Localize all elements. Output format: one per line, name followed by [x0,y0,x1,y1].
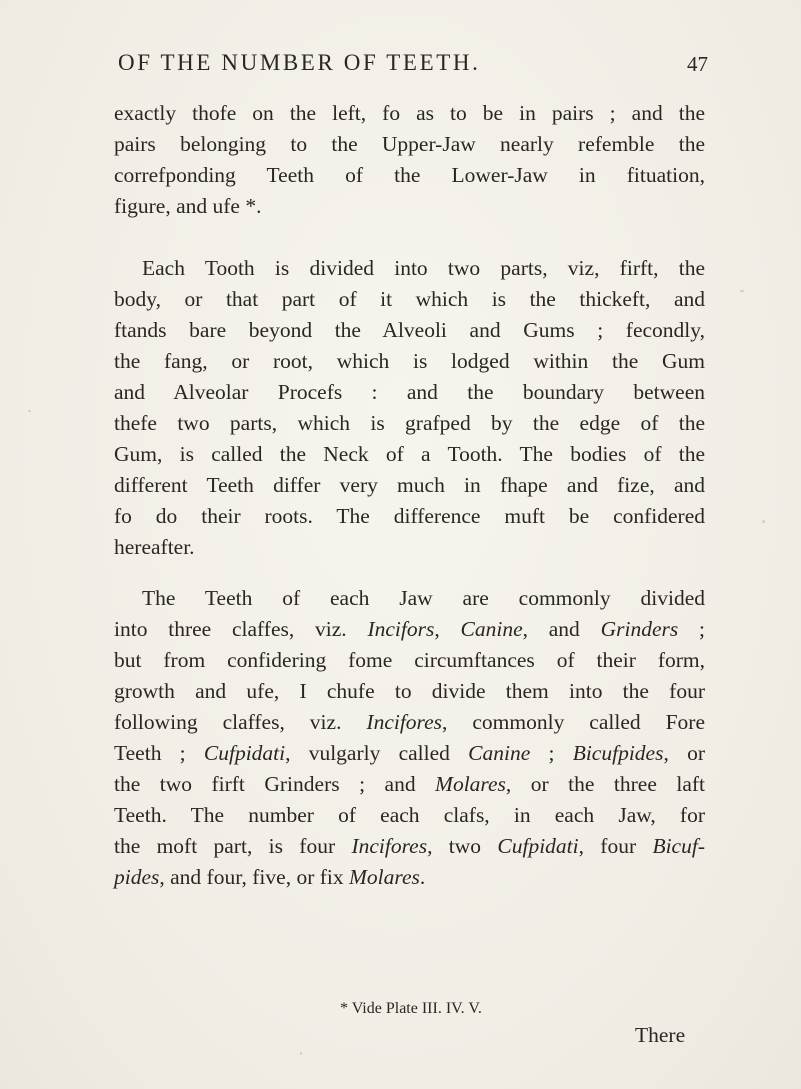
paper-speck [28,410,31,412]
text-line [114,769,705,800]
catchword: There [635,1023,686,1047]
italic-term: pides [114,865,160,889]
text-line [114,707,705,738]
text-run: , vulgarly called [285,741,469,765]
page-number: 47 [687,52,708,76]
paper-speck [300,1052,302,1055]
text-line [114,676,705,707]
paragraph-1 [114,98,705,222]
text-run: , and four, five, or fix [159,865,349,889]
text-run: ; [678,617,706,641]
italic-term: Canine [468,741,531,765]
text-run: but from confidering fome circumftances of their form, [114,648,705,672]
italic-term: Incifores [351,834,428,858]
text-line: pairs belonging to the Upper-Jaw nearly refemble the [114,132,705,156]
text-run: The Teeth of each Jaw are commonly divided [142,586,705,610]
text-line: Each Tooth is divided into two parts, viz, firft, the [142,256,705,280]
text-line: ftands bare beyond the Alveoli and Gums ; fecondly, [114,318,705,342]
text-run: the moft part, is four [114,834,352,858]
italic-term: Molares [435,772,506,796]
text-line: different Teeth differ very much in fhape and fize, and [114,473,705,497]
text-line: Gum, is called the Neck of a Tooth. The bodies of the [114,442,705,466]
italic-term: Bicufpides [572,741,664,765]
text-run: , [434,617,461,641]
paragraph-3 [114,583,705,893]
footnote: * Vide Plate III. IV. V. [340,1000,482,1017]
italic-term: Grinders [600,617,679,641]
text-run: into three claffes, viz. [114,617,368,641]
text-run: Teeth ; [114,741,204,765]
italic-term: Canine [460,617,523,641]
text-run: , or the three laft [505,772,705,796]
chapter-title: OF THE NUMBER OF TEETH. [118,50,481,75]
text-line [114,800,705,831]
text-run: the two firft Grinders ; and [114,772,436,796]
text-line: exactly thofe on the left, fo as to be in pairs ; and the [114,101,705,125]
paper-speck [762,520,765,523]
text-run: , or [663,741,705,765]
text-line: hereafter. [114,535,195,559]
italic-term: Cufpidati [203,741,286,765]
text-line: and Alveolar Procefs : and the boundary between [114,380,705,404]
text-run: Teeth. The number of each clafs, in each Jaw, for [114,803,705,827]
running-head [118,50,708,84]
text-line [114,738,705,769]
text-line [114,614,705,645]
paragraph-2 [114,253,705,563]
italic-term: Bicuf- [652,834,705,858]
text-line [114,583,705,614]
text-line: body, or that part of it which is the thickeft, and [114,287,705,311]
text-run: ; [530,741,573,765]
text-line: correfponding Teeth of the Lower-Jaw in fituation, [114,163,705,187]
text-run: growth and ufe, I chufe to divide them into the four [114,679,705,703]
italic-term: Molares [349,865,420,889]
text-line [114,831,705,862]
text-run: . [419,865,426,889]
text-run: , two [427,834,498,858]
text-line [114,862,705,893]
text-line: figure, and ufe *. [114,194,262,218]
italic-term: Cufpidati [497,834,579,858]
italic-term: Incifores [366,710,443,734]
text-run: , commonly called Fore [442,710,705,734]
text-run: following claffes, viz. [114,710,367,734]
text-line [114,645,705,676]
text-line: fo do their roots. The difference muft be confidered [114,504,705,528]
text-line: thefe two parts, which is grafped by the edge of the [114,411,705,435]
text-run: , and [522,617,601,641]
text-line: the fang, or root, which is lodged within the Gum [114,349,705,373]
italic-term: Incifors [367,617,435,641]
paper-speck [740,290,744,292]
text-run: , four [578,834,653,858]
